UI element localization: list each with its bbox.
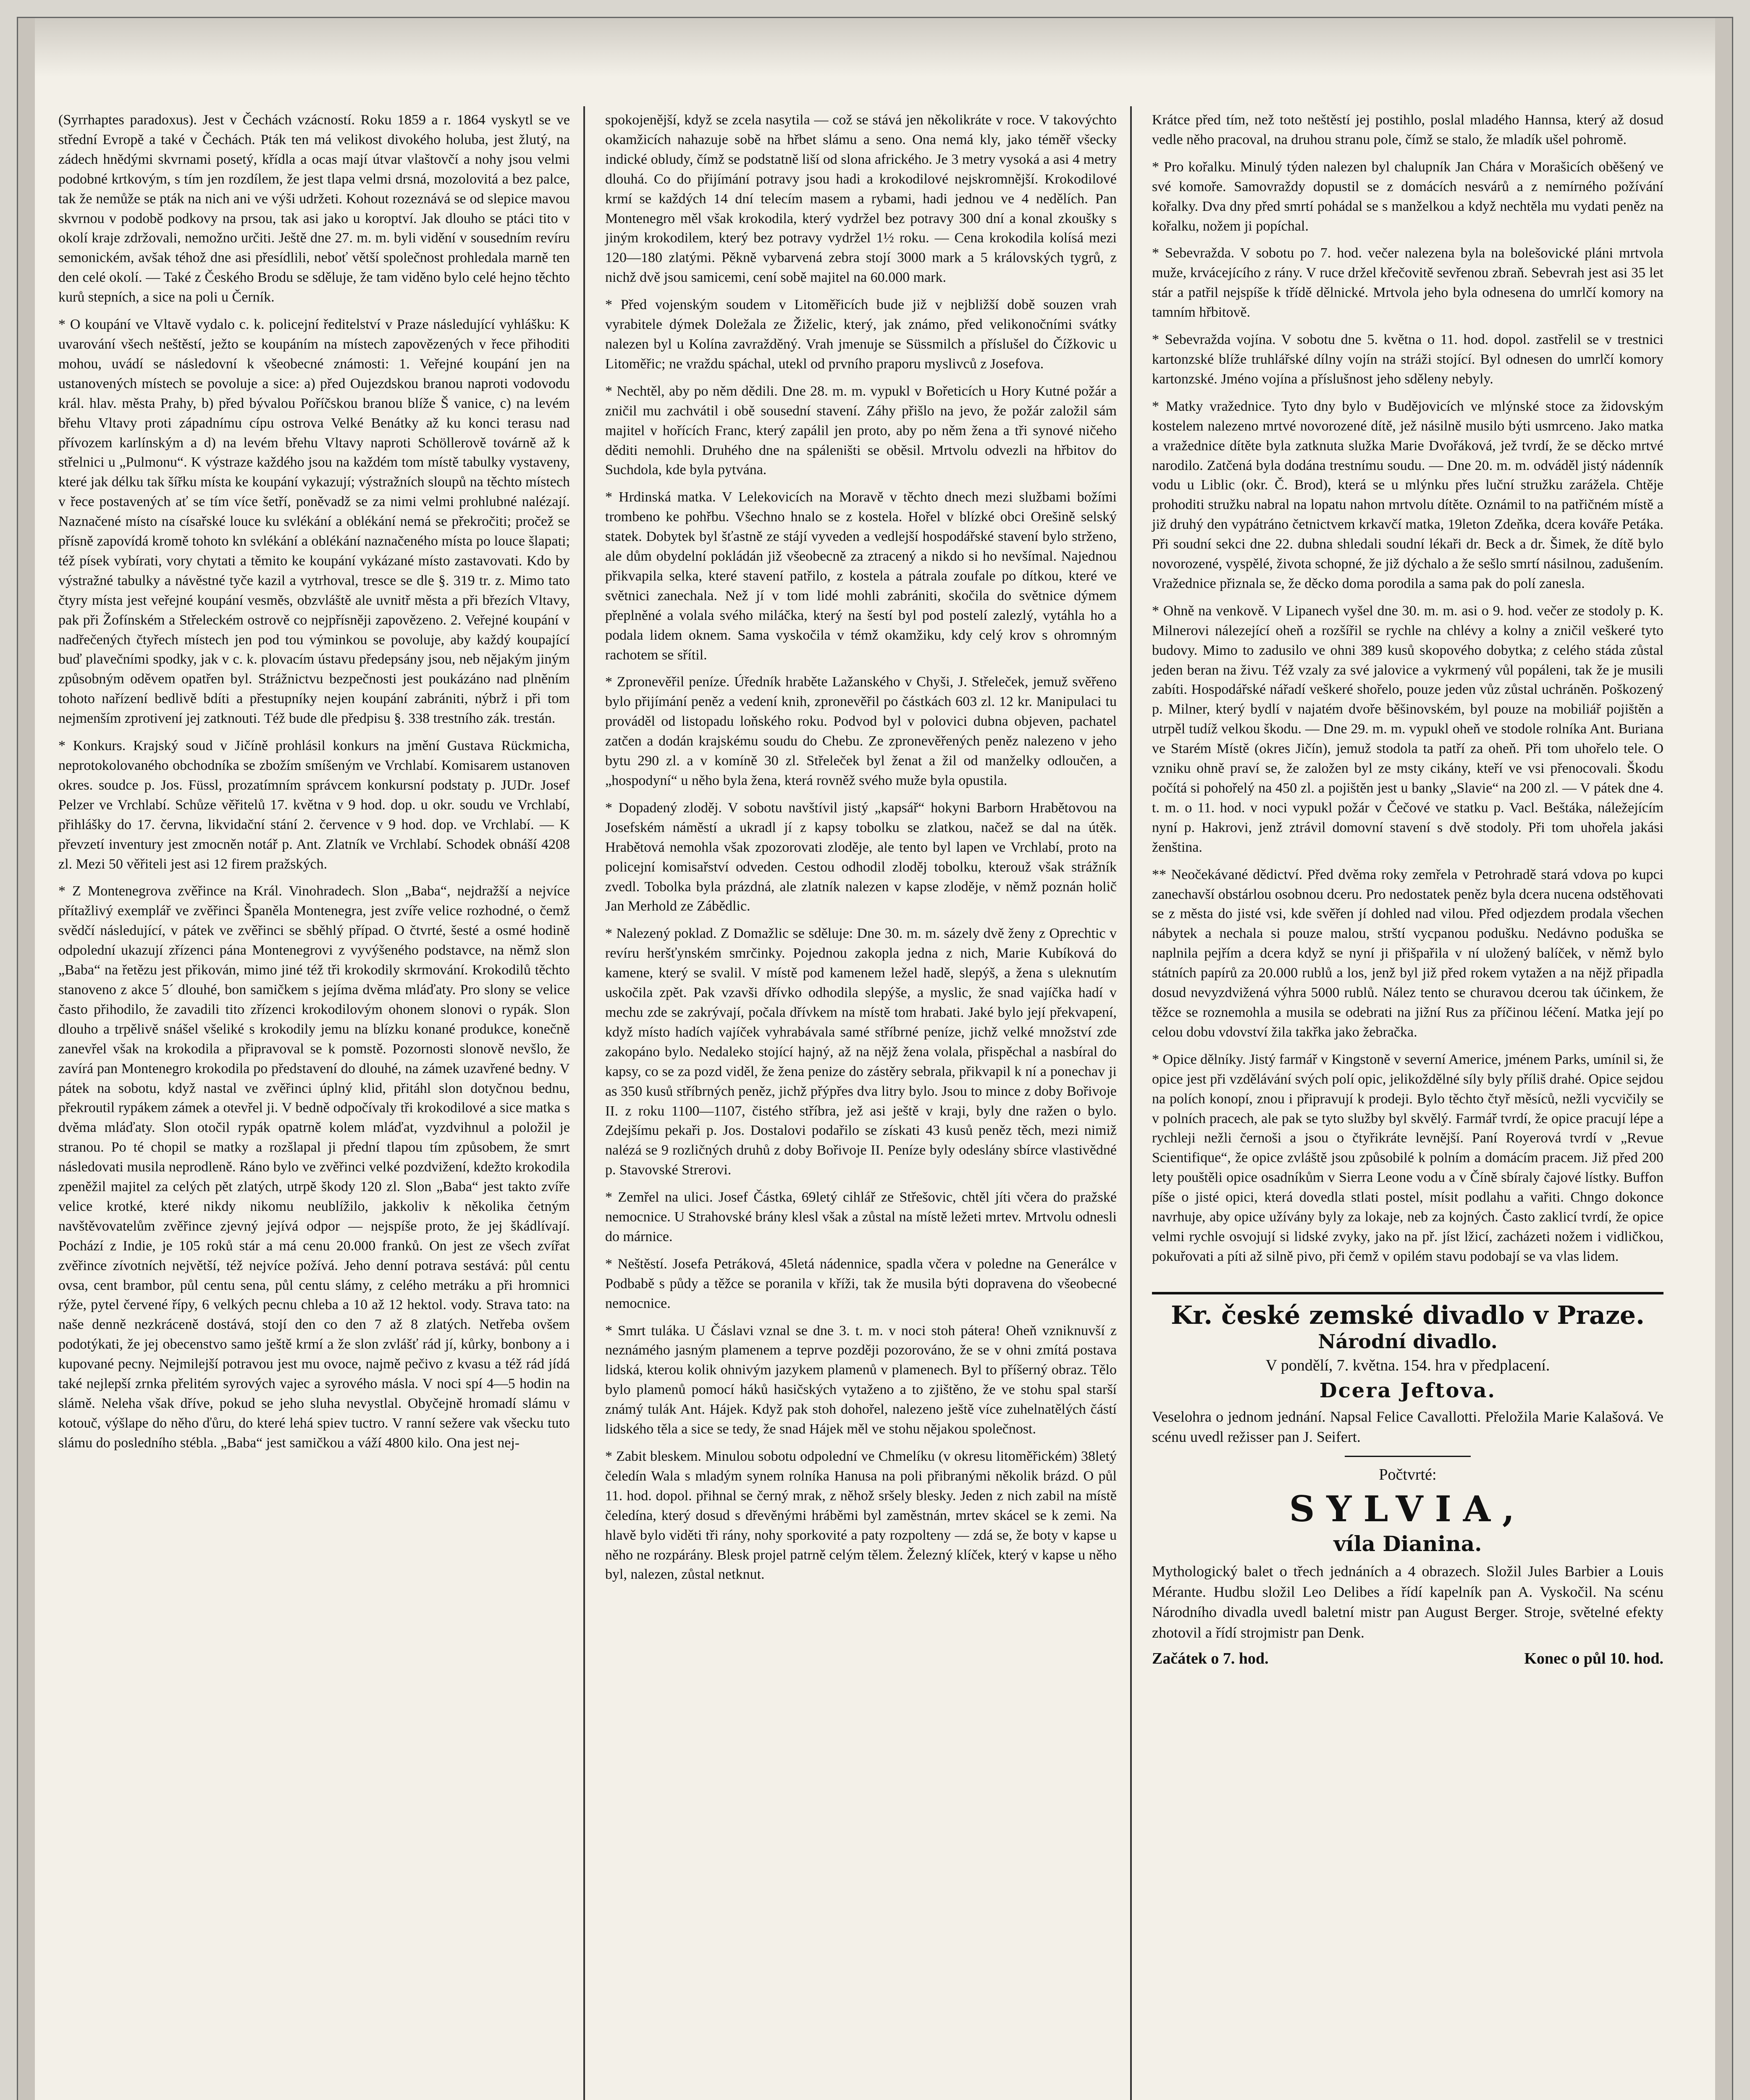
play-details: Veselohra o jednom jednání. Napsal Felice Cavallotti. Přeložila Marie Kalašová. Ve scénu uvedl režisser pan J. Seifert. xyxy=(1152,1408,1663,1446)
play-title: Dcera Jeftova. xyxy=(1319,1378,1496,1402)
article-paragraph: * Konkurs. Krajský soud v Jičíně prohlásil konkurs na jmění Gustava Rückmicha, neprotokolovaného obchodníka se zbožím smíšeným ve Vrchlabí. Komisarem ustanoven okres. soudce p. Jos. Füssl, prozatímním správcem konkursní podstaty p. JUDr. Josef Pelzer ve Vrchlabí. Schůze věřitelů 17. května v 9 hod. dop. u okr. soudu ve Vrchlabí, přihlášky do 17. června, likvidační stání 2. července v 9 hod. dop. ve Vrchlabí. — K převzetí inventury jest zmocněn notář p. Ant. Zlatník ve Vrchlabí. Schodek obnáší 4208 zl. Mezi 50 věřiteli jest asi 12 firem pražských. xyxy=(58,738,570,872)
ballet-subtitle: víla Dianina. xyxy=(1333,1531,1482,1556)
theater-date-line: V pondělí, 7. května. 154. hra v předplacení. xyxy=(1265,1356,1550,1374)
left-page-edge xyxy=(18,18,35,2100)
article-paragraph: * Zabit bleskem. Minulou sobotu odpolední ve Chmelíku (v okresu litoměřickém) 38letý čeledín Wala s mladým synem rolníka Hanusa na poli přibranými několik brázd. O půl 11. hod. dopol. přihnal se černý mrak, z něhož sršely blesky. Jeden z nich zabil na místě čeledína, který dosud s dřevěnými hráběmi byl zaměstnán, mrtev skácel se k zemi. Na hlavě bylo viděti tři rány, nohy sporkovité a paty rozpolteny — zdá se, že boty v kapse u něho ne rozpárány. Blesk projel patrně celým tělem. Železný klíček, který v kapse u něho byl, nalezen, zůstal netknut. xyxy=(605,1449,1117,1583)
article-paragraph: ** Neočekávané dědictví. Před dvěma roky zemřela v Petrohradě stará vdova po kupci zanechavší obstárlou osobnou dceru. Pro nedostatek peněz byla dcera nucena odstěhovati se z města do jisté vsi, kde svěřen jí dohled nad vilou. Před odjezdem prodala všechen nábytek a nechala si pouze malou, strští vycpanou podušku. Nedávno poduška se naplnila pejřím a dcera když se nyní ji přišpařila v ní uložený balíček, v němž bylo státních papírů za 20.000 rublů a los, jenž byl již před rokem vytažen a na nějž připadla dosud nevyzdvižená výhra 5000 rublů. Nález tento se churavou dcerou tak účinkem, že těžce se roznemohla a musila se odebrati na jižní Rus za příčinou léčení. Matka její po celou dobu vdovství žila takřka jako žebračka. xyxy=(1152,866,1663,1040)
article-paragraph: Krátce před tím, než toto neštěstí jej postihlo, poslal mladého Hannsa, který až dosud vedle něho pracoval, na druhou stranu pole, čímž se stalo, že mladík ušel pohromě. xyxy=(1152,112,1663,147)
start-time: Začátek o 7. hod. xyxy=(1152,1650,1269,1668)
article-paragraph: * Zpronevěřil peníze. Úředník hraběte Lažanského v Chyši, J. Střeleček, jemuž svěřeno bylo přijímání peněz a vedení knih, zpronevěřil po částkách 603 zl. 12 kr. Manipulaci tu prováděl od listopadu loňského roku. Podvod byl v polovici dubna objeven, pachatel zatčen a dodán krajskému soudu do Chebu. Ze zpronevěřených peněz nalezeno v jeho bytu 290 zl. a v komíně 30 zl. Střeleček byl ženat a žil od manželky odloučen, a „hospodyní“ u něho byla žena, která rovněž svého muže byla opustila. xyxy=(605,674,1117,788)
article-paragraph: * Sebevražda vojína. V sobotu dne 5. května o 11. hod. dopol. zastřelil se v trestnici kartonzské blíže truhlářské dílny vojín na stráži stojící. Byl odnesen do umrlčí komory kartonzské. Jméno vojína a příslušnost jeho sděleny nebyly. xyxy=(1152,332,1663,387)
fourth-performance-label: Počtvrté: xyxy=(1379,1465,1437,1483)
announcement-divider xyxy=(1345,1456,1471,1457)
ballet-title: SYLVIA, xyxy=(1289,1488,1527,1530)
article-paragraph: * Hrdinská matka. V Lelekovicích na Moravě v těchto dnech mezi službami božími trombeno ke pohřbu. Všechno hnalo se z kostela. Hořel v blízké obci Orešině selský statek. Dobytek byl šťastně ze stájí vyveden a vedlejší hospodářské stavení bylo strženo, ale dům obydelní pokládán již všeobecně za ztracený a nikdo si ho nevšímal. Najednou přikvapila selka, které stavení patřilo, z kostela a pátrala zoufale po dítkou, které ve světnici zanechala. Než jí v tom lidé mohli zabrániti, skočila do světnice dýmem přeplněné a volala svého miláčka, který na šestí byl pod postelí zalezlý, vytáhla ho a podala lidem oknem. Sama vyskočila v témž okamžiku, kdy celý krov s ohromným rachotem se sřítil. xyxy=(605,489,1117,663)
article-paragraph: * Pro kořalku. Minulý týden nalezen byl chalupník Jan Chára v Morašicích oběšený ve své komoře. Samovraždy dopustil se z domácích nesvárů a z nemírného požívání kořalky. Dva dny před smrtí pohádal se s manželkou a když nechtěla mu vydati peněz na kořalku, nožem ji popíchal. xyxy=(1152,159,1663,234)
column-divider-2 xyxy=(1130,106,1132,2100)
article-paragraph: (Syrrhaptes paradoxus). Jest v Čechách vzácností. Roku 1859 a r. 1864 vyskytl se ve střední Evropě a také v Čechách. Pták ten má velikost divokého holuba, jest žlutý, na zádech hnědými skvrnami posetý, křídla a ocas mají útvar vlaštovčí a nohy jsou velmi podobné krtkovým, s tím jen rozdílem, že jest tlapa velmi drsná, mozolovitá a bez palce, tak že nemůže se pták na nich ani ve výši udržeti. Kohout rozeznává se od slepice mavou skvrnou v podobě podkovy na prsou, tak asi jako u koroptví. Jak dlouho se ptáci tito v okolí kraje zdržovali, nemožno určiti. Ještě dne 27. m. m. byli vidění v sousedním revíru semonickém, avšak téhož dne asi přesídlili, neboť větší společnost prohledala marně ten den celé okolí. — Také z Českého Brodu se sděluje, že tam viděno bylo celé hejno těchto kurů stepních, a sice na poli u Černík. xyxy=(58,112,570,305)
article-paragraph: * Neštěstí. Josefa Petráková, 45letá nádennice, spadla včera v poledne na Generálce v Podbabě s půdy a těžce se poranila v kříži, tak že musila býti dopravena do všeobecné nemocnice. xyxy=(605,1256,1117,1311)
article-paragraph: * O koupání ve Vltavě vydalo c. k. policejní ředitelství v Praze následující vyhlášku: K uvarování všech neštěstí, ježto se koupáním na místech zapovězených v řece přihoditi mohou, uvádí se následovní k všeobecné známosti: 1. Veřejné koupání jen na ustanovených místech se povoluje a sice: a) před Oujezdskou branou naproti vodovodu král. hlav. města Prahy, b) před bývalou Poříčskou branou blíže Š vanice, c) na levém břehu Vltavy proti západnímu cípu ostrova Velké Benátky až ku konci terasu nad přívozem karlínským a d) na levém břehu Vltavy naproti Schöllerově továrně až k střelnici u „Pulmonu“. K výstraze každého jsou na každém tom místě tabulky vystaveny, které jak délku tak šířku místa ke koupání vykazují; výstražních sloupů na těchto místech v řece postavených ať se tím více šetří, poněvadž se za nimi velmi prohlubné nalézají. Naznačené místo na císařské louce ku svlékání a oblékání nemá se překročiti; pročež se přísně zapovídá kromě tohoto kn svlékání a oblékání naznačeného místa po louce šlapati; též písek vybírati, vory chytati a těmito ke koupání vykázané místo zastavovati. Kdo by výstražné tabulky a návěstné tyče kazil a vytrhoval, tresce se dle §. 319 tr. z. Mimo tato čtyry místa jest veřejné koupání vesměs, obzvláště ale uvnitř města a při březích Vltavy, pak při Žofínském a Střeleckém ostrově co nejpřísněji zapovězeno. 2. Veřejné koupání v nadřečených čtyřech místech jen pod tou výminkou se povoluje, aby každý koupající buď plavečními spodky, jak v c. k. plovacím ústavu předepsány jsou, neb nějakým jiným způsobným oděvem opatřen byl. Strážnictvu bezpečnosti jest poukázáno nad plněním tohoto nařízení bedlivě bdíti a přestupníky nejen koupání zabrániti, nýbrž i při tom nejmenším zprotivení jej zatknouti. Též bude dle předpisu §. 338 trestního zák. trestán. xyxy=(58,317,570,727)
article-paragraph: * Opice dělníky. Jistý farmář v Kingstoně v severní Americe, jménem Parks, umínil si, že opice jest při vzdělávání svých polí opic, jelikoždělné síly byly příliš drahé. Opice sejdou na polích konopí, znou i připravují k prodeji. Bylo těchto čtyř měsíců, nežli vycvičily se v polních pracech, ale pak se tyto služby byl skvělý. Farmář tvrdí, že opice pracují lépe a rychleji nežli černoši a jsou o čtyřikráte levnější. Paní Royerová tvrdí v „Revue Scientifique“, že opice zvláště jsou způsobilé k polním a domácím pracem. Již před 200 lety pouštěli opice osadníkům v Sierra Leone vodu a v Číně sbíraly čajové lístky. Buffon píše o jisté opici, která dovedla stlati postel, mísit podlahu a vařiti. Chngo dokonce navrhuje, aby opice užívány byly za lokaje, neb za kojných. Často zaklicí tvrdí, že opice velmi rychle osvojují si lidské zvyky, jako na př. jíst lžicí, zacházeti nožem i vidličkou, pokuřovati a píti až silně pivo, při čemž v opilém stavu podobají se va vlas lidem. xyxy=(1152,1051,1663,1264)
article-paragraph: * Nalezený poklad. Z Domažlic se sděluje: Dne 30. m. m. sázely dvě ženy z Oprechtic v revíru heršťynském smrčinky. Pojednou zakopla jedna z nich, Marie Kubíková do kamene, který se svalil. V místě pod kamenem ležel hadě, slepýš, a žena s uleknutím uskočila zpět. Pak vzavši dřívko odhodila slepýše, a myslic, že snad vajíčka hadí v mechu zde se zakrývají, počala dřívkem na místě tom hrabati. Jaké bylo její překvapení, když místo hadích vajíček vyhrabávala samé stříbrné peníze, jichž velké množství zde zakopáno bylo. Nedaleko stojící hajný, až na nějž žena volala, přispěchal a nasbíral do kapsy, co se za pozd viděl, že žena penize do zástěry sebrala, přikvapil k ní a ponechav ji as 350 kusů stříbrných peněz, jichž přýpřes dva litry bylo. Jsou to mince z doby Bořivoje II. z roku 1100—1107, čistého stříbra, jež asi ještě v kraji, byly dne ražen o bylo. Zdejšímu pekaři p. Jos. Dostalovi podařilo se získati 43 kusů peněz těch, mezi nimiž nalézá se 9 rozličných druhů z doby Bořivoje II. Peníze byly odeslány sbírce vlastivědné p. Stavovské Strerovi. xyxy=(605,926,1117,1178)
article-paragraph: * Dopadený zloděj. V sobotu navštívil jistý „kapsář“ hokyni Barborn Hrabětovou na Josefském náměstí a ukradl jí z kapsy tobolku se zlatkou, načež se dal na útěk. Hrabětová nemohla však zpozorovati zloděje, ale tento byl lapen ve Vrchlabí, proto na policejní komisařství odveden. Cestou odhodil zloděj tobolku, kterouž však strážník zvedl. Tobolka byla prázdná, ale zlatník nalezen v kapse zloděje, v němž poznán holič Jan Merhold ze Zábědlic. xyxy=(605,800,1117,914)
article-paragraph: * Smrt tuláka. U Čáslavi vznal se dne 3. t. m. v noci stoh pátera! Oheň vzniknuvší z neznámého jasným plamenem a teprve později pozorováno, že se v ohni zmítá postava lidská, kterou kolik ohnivým jazykem plamenů v plamenech. Byl to příšerný obraz. Tělo bylo plamenů pomocí háků hasičských vytaženo a to zjištěno, že ve stohu spal starší známý tulák Ant. Hájek. Když pak stoh dohořel, nalezeno ještě více zuhelnatělých částí lidského těla a sice se tedy, že snad Hájek měl ve stohu nějakou společnost. xyxy=(605,1323,1117,1437)
end-time: Konec o půl 10. hod. xyxy=(1524,1650,1663,1668)
column-1 xyxy=(47,110,581,2100)
theater-announcement xyxy=(1152,1292,1663,1668)
newspaper-page xyxy=(17,17,1733,2100)
right-page-edge xyxy=(1715,18,1732,2100)
performance-times xyxy=(1152,1649,1663,1668)
column-divider-1 xyxy=(583,106,585,2100)
article-paragraph: * Zemřel na ulici. Josef Částka, 69letý cihlář ze Střešovic, chtěl jíti včera do pražské nemocnice. U Strahovské brány klesl však a zůstal na místě ležeti mrtev. Mrtvolu odnesli do márnice. xyxy=(605,1189,1117,1244)
article-paragraph: * Sebevražda. V sobotu po 7. hod. večer nalezena byla na bolešovické pláni mrtvola muže, krvácejícího z rány. V ruce držel křečovitě sevřenou zbraň. Sebevrah jest asi 35 let stár a patřil nejspíše k třídě dělnické. Mrtvola jeho byla odnesena do umrlčí komory na tamním hřbitově. xyxy=(1152,245,1663,320)
theater-title: Kr. české zemské divadlo v Praze. xyxy=(1171,1300,1645,1330)
article-paragraph: * Ohně na venkově. V Lipanech vyšel dne 30. m. m. asi o 9. hod. večer ze stodoly p. K. Milnerovi nálezející oheň a rozšířil se rychle na chlévy a kolny a zničil veškeré tyto budovy. Mimo to zadusilo ve ohni 389 kusů skopového dobytka; z celého stáda zůstal jeden beran na živu. Též vzaly za své jalovice a vykrmený vůl popáleni, tak že je musili zabíti. Hospodářské nářadí veškeré shořelo, pouze jeden vůz zůstal uchráněn. Poškozený p. Milner, který bydlí v najatém dvoře běšinovském, byl pouze na mobiliář pojištěn a utrpěl tudíž velkou škodu. — Dne 29. m. m. vypukl oheň ve stodole rolníka Ant. Buriana ve Starém Místě (okres Jičín), jemuž stodola ta patří za oheň. Při tom uhořelo tele. O vzniku ohně praví se, že založen byl ze msty cikány, kteří ve vsi přenocovali. Škodu počítá si pohořelý na 450 zl. a pojištěn jest u banky „Slavie“ na 200 zl. — V pátek dne 4. t. m. o 11. hod. v noci vypukl požár v Čečové ve statku p. Vacl. Beštáka, náležejícím nyní p. Hakrovi, jenž ztrávil domovní stavení s dvě stodoly. Při tom uhořela jakási ženština. xyxy=(1152,603,1663,855)
article-paragraph: spokojenější, když se zcela nasytila — což se stává jen několikráte v roce. V takovýchto okamžicích nahazuje sobě na hřbet slámu a seno. Ona nemá kly, jako téměř všecky indické obludy, čímž se podstatně liší od slona afrického. Je 3 metry vysoká a asi 4 metry dlouhá. Co do přijímání potravy jsou hadi a krokodilové nejskromnější. Krokodilové krmí se každých 14 dní telecím masem a rybami, hadi jednou ve 4 nedělích. Pan Montenegro měl však krokodila, který vydržel bez potravy 300 dní a konal zkoušky s jiným krokodilem, který bez potravy vydržel 1½ roku. — Cena krokodila kolísá mezi 120—180 zlatými. Pěkně vybarvená zebra stojí 3000 mark a 5 královských tygrů, z nichž dvě jsou samicemi, cení sobě majitel na 60.000 mark. xyxy=(605,112,1117,286)
ballet-details: Mythologický balet o třech jednáních a 4 obrazech. Složil Jules Barbier a Louis Mérante. Hudbu složil Leo Delibes a řídí kapelník pan A. Vyskočil. Na scénu Národního divadla uvedl baletní mistr pan August Berger. Stroje, světelné efekty zhotovil a řídí strojmistr pan Denk. xyxy=(1152,1562,1663,1641)
column-2 xyxy=(594,110,1128,2100)
article-paragraph: * Nechtěl, aby po něm dědili. Dne 28. m. m. vypukl v Bořeticích u Hory Kutné požár a zničil mu zachvátil i obě sousední stavení. Záhy přišlo na jevo, že požár založil sám majitel v hořících Franc, který zapálil jen proto, aby po něm žena a tři synové ničeho děditi nemohli. Druhého dne na spáleništi se oběsil. Mrtvolu odvezli na hřbitov do Suchdola, kde byla pytvána. xyxy=(605,383,1117,478)
top-scan-noise xyxy=(18,18,1732,77)
article-paragraph: * Z Montenegrova zvěřince na Král. Vinohradech. Slon „Baba“, nejdražší a nejvíce přítažlivý exemplář ve zvěřinci Španěla Montenegra, jest zvíře velice rozhodné, o čemž svědčí následující, v pátek ve zvěřinci se sběhlý případ. O čtvrté, šesté a osmé hodině odpolední ukazují zřízenci pána Montenegrovi z vyvýšeného podstavce, na němž slon „Baba“ na řetězu jest přikován, mimo jiné též tři krokodily skrmování. Krokodilů těchto stanoveno z akce 5´ dlouhé, bon samičkem s jejíma dvěma mláďaty. Pro slony se velice často přihodilo, že zavadili tito zřízenci krokodilovým ohonem slonovi o rypák. Slon dlouho a trpělivě snášel všeliké s krokodily jemu na blízku konané produkce, konečně zanevřel však na krokodila a připravoval se k pomstě. Pozornosti slonově nevšlo, že zavírá pan Montenegro krokodila po představení do dlouhé, na zámek uzavřené bedny. V pátek na sobotu, když nastal ve zvěřinci úplný klid, přitáhl slon dotyčnou bednu, překroutil rypákem zámek a otevřel ji. V bedně odpočívaly tři krokodilové a sice matka s dvěma mláďaty. Slon otočil rypák opatrně kolem mláďat, vyzdvihnul a položil je stranou. Po té chopil se matky a rozšlapal ji přední tlapou tím způsobem, že smrt následovati musila neprodleně. Ráno bylo ve zvěřinci velké pozdvižení, kdežto krokodila zpeněžil majitel za celých pět zlatých, utrpě škody 120 zl. Slon „Baba“ jest takto zvíře velice krotké, které nikdy nikomu neublížilo, jakkoliv k několika četným navštěvovatelům zvěřince zjevný jejívá odpor — nejspíše proto, že jej škádlívají. Pochází z Indie, je 105 roků stár a má cenu 20.000 franků. On jest ze všech zvířat zvěřince zívotních největší, též nejvíce požívá. Jeho denní potrava sestává: půl centu ovsa, cent brambor, půl centu sena, půl centu slámy, z celého metráku a při hromnici rýže, pytel červené řípy, 6 velkých pecnu chleba a 10 až 12 hektol. vody. Strava tato: na naše denně nezkráceně dostává, stojí den co den 7 až 8 zlatých. Netřeba ovšem podotýkati, že jej obecenstvo samo ještě krmí a že slon zvlášť rád jí, kůrky, bonbony a i kupované pecny. Nejmilejší potravou jest mu ovoce, najmě pečivo z kvasu a též rád jídá také nejlepší zrnka přelitém syrových vajec a syrového másla. V noci spí 4—5 hodin na slámě. Neleha však dříve, pokud se jeho sluha nevystlal. Obyčejně hromadí slámu v kotouč, výšlape do něho ďůru, do které lehá spiev tuctro. V ranní sežere vak všecku tuto slámu do posledního stébla. „Baba“ jest samičkou a váží 4800 kilo. Ona jest nej- xyxy=(58,883,570,1451)
column-3 xyxy=(1141,110,1674,2100)
article-paragraph: * Před vojenským soudem v Litoměřicích bude již v nejbližší době souzen vrah vyrabitele dýmek Doležala ze Žiželic, který, jak známo, před velikonočními svátky nalezen byl u Kolína zavražděný. Vrah jmenuje se Süssmilch a příslušel do Čížkovic u Litoměřic; ne vraždu spáchal, utekl od prvního praporu myslivců z Josefova. xyxy=(605,297,1117,372)
article-paragraph: * Matky vražednice. Tyto dny bylo v Budějovicích ve mlýnské stoce za židovským kostelem nalezeno mrtvé novorozené dítě, jež násilně musilo býti usmrceno. Jako matka a vražednice dítěte byla zatknuta služka Marie Dvořáková, jež tvrdí, že se děcko mrtvé narodilo. Zatčená byla dodána trestnímu soudu. — Dne 20. m. m. odváděl jistý nádenník vodu u Liblic (okr. Č. Brod), která se u mlýnku přes luční stružku zarážela. Chtěje prohoditi stružku nabral na lopatu nahon mrtvolu dítěte. Oznámil to na patřičném místě a již druhý den vypátráno četnictvem krkavčí matka, 19leton Zdeňka, dcera kováře Petáka. Při soudní sekci dne 22. dubna shledali soudní lékaři dr. Beck a dr. Šimek, že dítě bylo novorozené, vyspělé, života schopné, že již dýchalo a že sešlo smrtí násilnou, zadušením. Vražednice přiznala se, že děcko doma porodila a sama pak do polí zanesla. xyxy=(1152,398,1663,591)
theater-subtitle: Národní divadlo. xyxy=(1318,1330,1498,1353)
